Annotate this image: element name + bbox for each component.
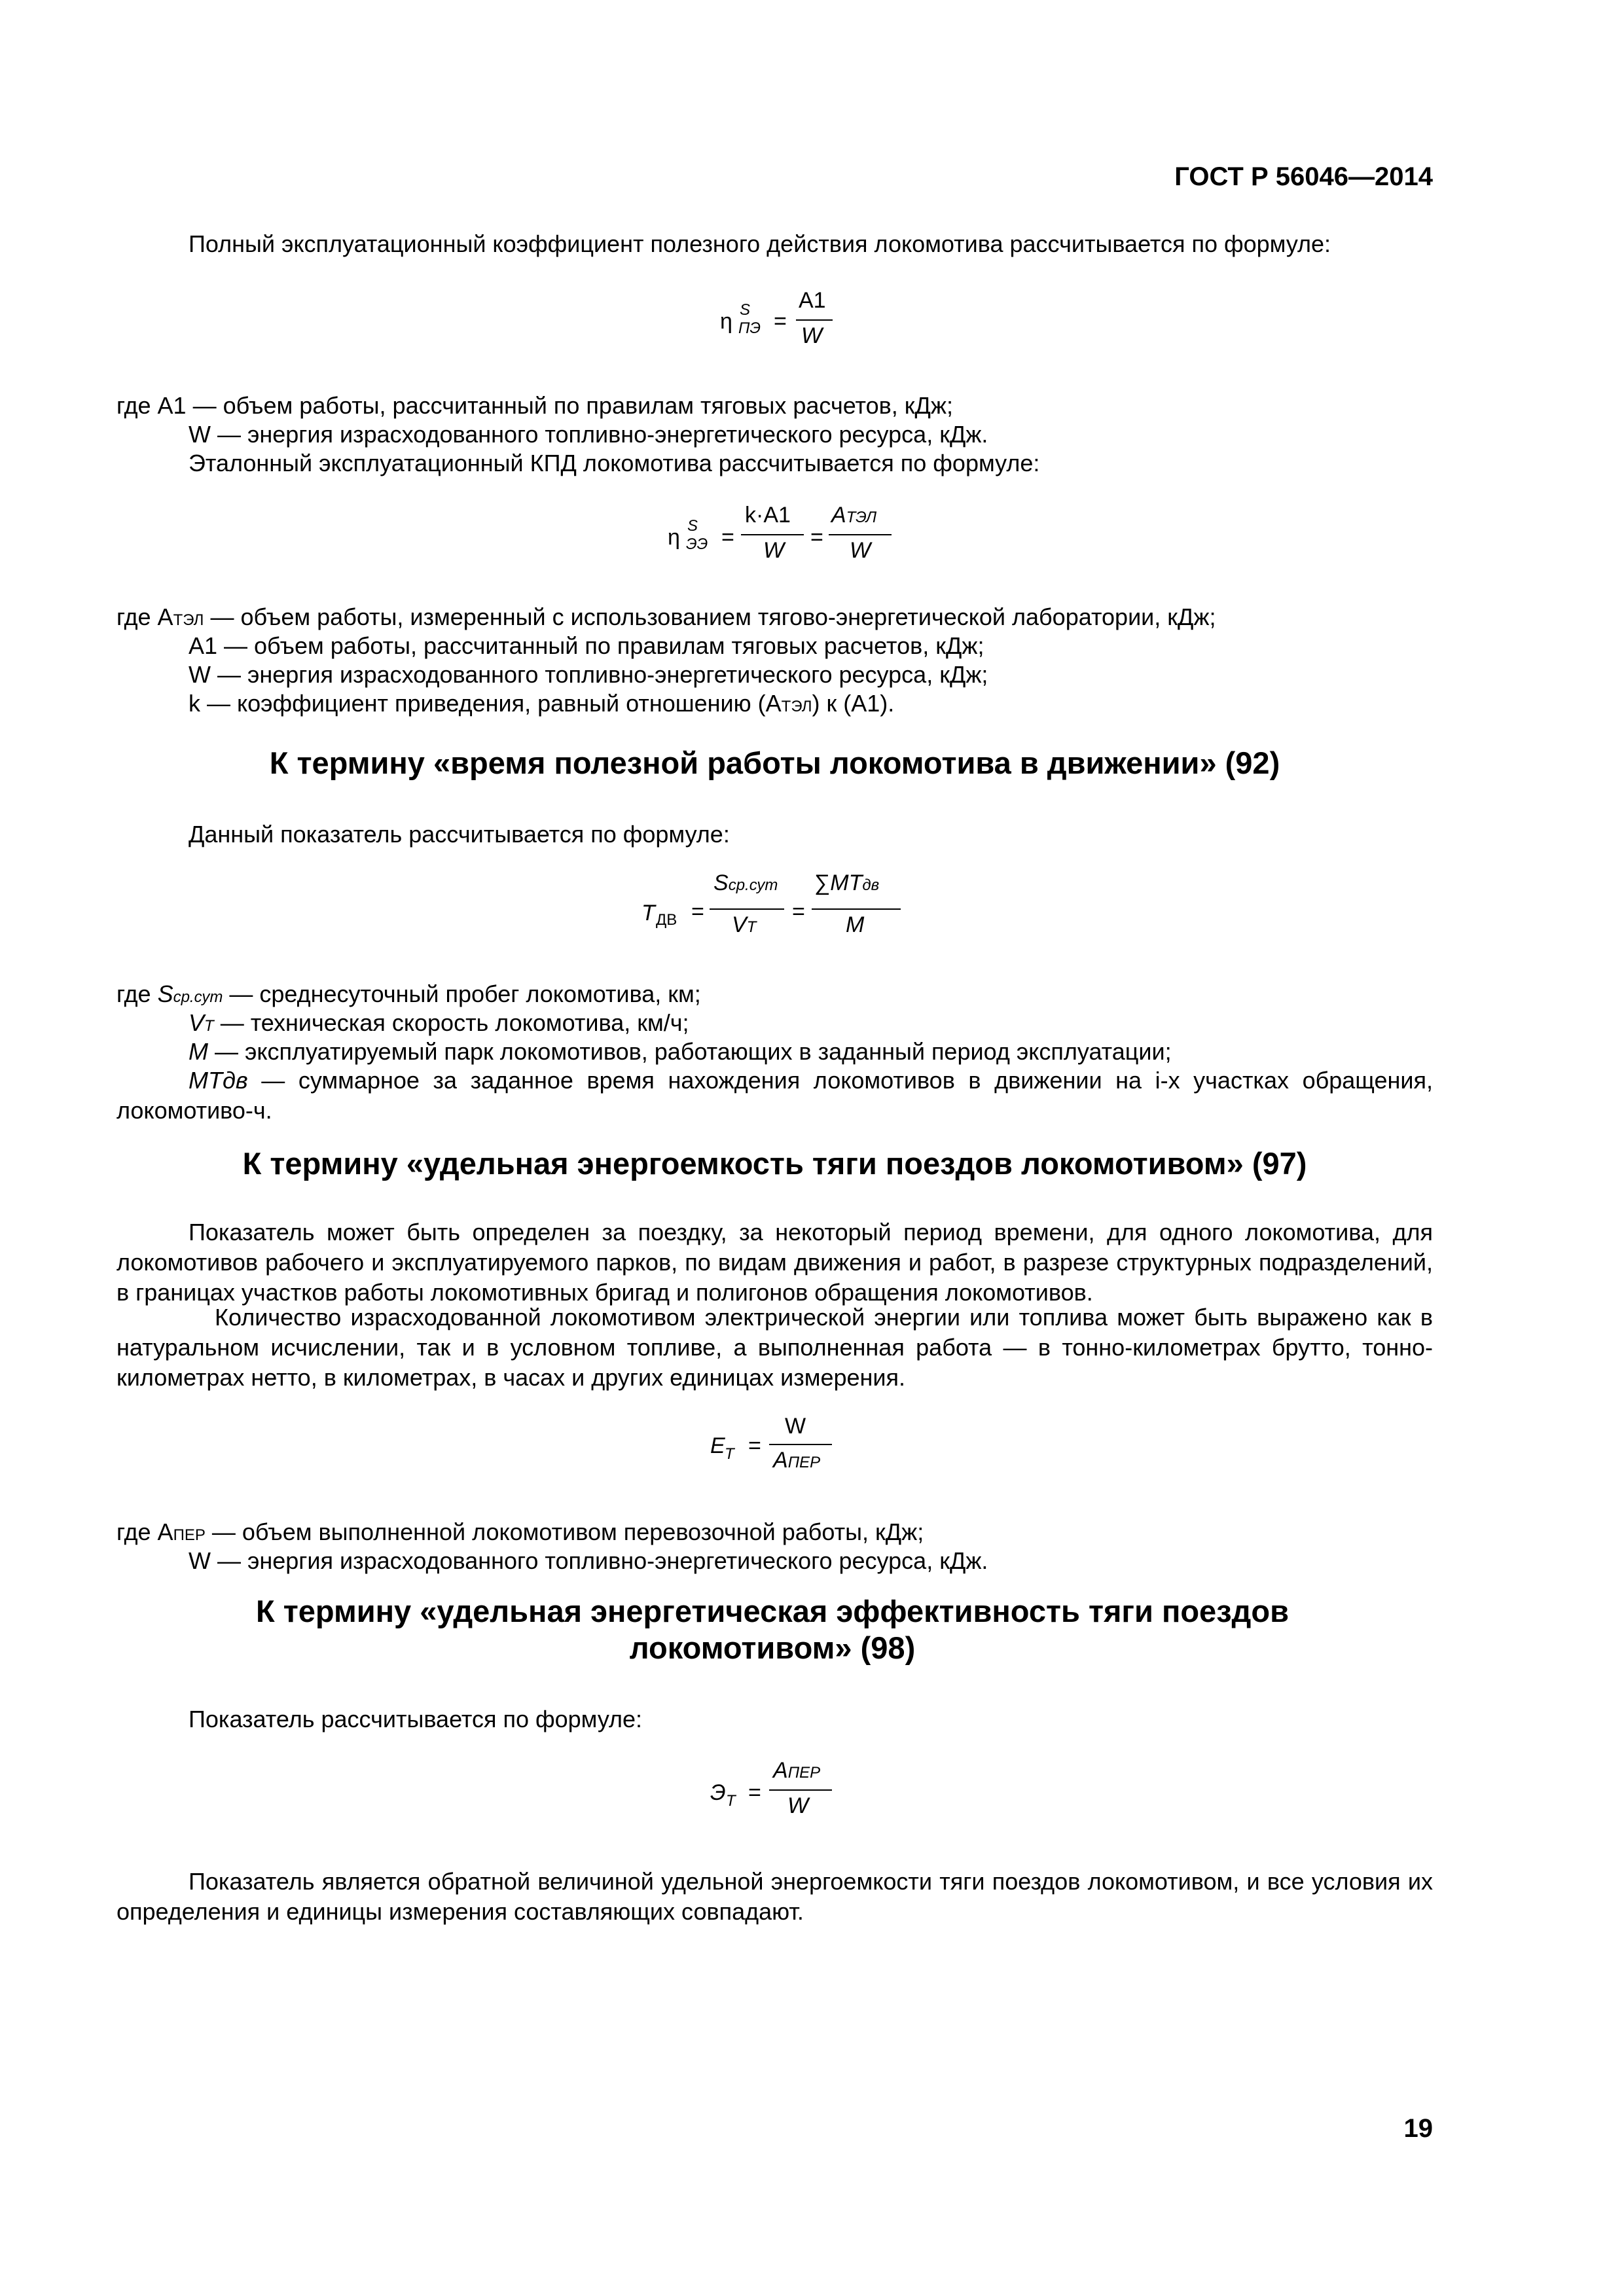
formula-subscript: ПЭ [738,319,761,337]
where-line: MTдв — суммарное за заданное время нахождения локомотивов в движении на i-х участках обращения, локомотиво-ч. [117,1067,1433,1124]
formula-equals: = [748,1780,761,1805]
fraction-bar [796,319,833,321]
paragraph-98: Показатель рассчитывается по формуле: [189,1706,643,1732]
formula-equals: = [748,1433,761,1458]
where-line: где AПЕР — объем выполненной локомотивом перевозочной работы, кДж; [117,1518,924,1545]
paragraph-92: Данный показатель рассчитывается по формуле: [189,821,730,848]
section-heading-98: К термину «удельная энергетическая эффективность тяги поездов локомотивом» (98) [255,1594,1289,1665]
formula-denominator: VT [732,912,757,937]
where-line: A1 — объем работы, рассчитанный по правилам тяговых расчетов, кДж; [189,632,984,659]
fraction-bar [769,1789,832,1791]
formula-equals: = [774,309,787,334]
paragraph-97-a: Показатель может быть определен за поездку, за некоторый период времени, для одного локомотива, для локомотивов рабочего и эксплуатируемого парков, по видам движения и работ, в разрезе структурных подразделений, в границах участков работы локомотивных бригад и полигонов обращения локомотивов. [117,1219,1433,1306]
fraction-bar [741,534,804,535]
formula-subscript: T [726,1792,736,1810]
formula-symbol: Э [710,1780,726,1805]
formula-numerator: k·A1 [745,503,791,528]
formula-energy-efficiency [710,1758,841,1830]
where-line: M — эксплуатируемый парк локомотивов, работающих в заданный период эксплуатации; [189,1038,1172,1065]
where-line: где Sср.сут — среднесуточный пробег локомотива, км; [117,980,701,1007]
formula-subscript: ДВ [656,911,677,929]
formula-numerator: ∑MTдв [814,870,880,895]
where-line: W — энергия израсходованного топливно-энергетического ресурса, кДж; [189,661,988,688]
formula-numerator: AТЭЛ [831,503,877,528]
paragraph-97-b: Количество израсходованной локомотивом электрической энергии или топлива может быть выражено как в натуральном исчислении, так и в условном топливе, а выполненная работа — в тонно-километрах брутто, тонно-километрах нетто, в километрах, в часах и других единицах измерения. [117,1304,1433,1391]
paragraph-reference-efficiency: Эталонный эксплуатационный КПД локомотива рассчитывается по формуле: [189,450,1040,476]
formula-denominator: M [846,912,865,937]
formula-superscript: S [687,517,698,535]
where-line: где A1 — объем работы, рассчитанный по правилам тяговых расчетов, кДж; [117,392,953,419]
fraction-bar [812,908,901,910]
formula-subscript: T [725,1445,734,1463]
where-line: VT — техническая скорость локомотива, км/ч; [189,1009,689,1036]
where-line: где AТЭЛ — объем работы, измеренный с использованием тягово-энергетической лаборатории, кДж; [117,603,1216,630]
formula-symbol: η [720,309,732,334]
formula-numerator: AПЕР [773,1758,821,1783]
formula-numerator: A1 [799,288,826,313]
formula-travel-time [641,870,929,949]
section-heading-97: К термину «удельная энергоемкость тяги поездов локомотивом» (97) [242,1146,1307,1181]
where-line: W — энергия израсходованного топливно-энергетического ресурса, кДж. [189,421,988,448]
formula-denominator: W [801,323,823,348]
paragraph-full-efficiency: Полный эксплуатационный коэффициент полезного действия локомотива рассчитывается по формуле: [189,230,1331,257]
formula-full-efficiency [720,288,838,360]
formula-denominator: W [787,1793,809,1818]
formula-symbol: E [710,1433,725,1458]
formula-denominator: AПЕР [773,1448,821,1473]
formula-denominator: W [763,538,785,563]
formula-equals: = [810,525,823,550]
where-line: k — коэффициент приведения, равный отношению (AТЭЛ) к (A1). [189,690,895,717]
fraction-bar [769,1444,832,1445]
formula-energy-intensity [710,1414,841,1486]
formula-numerator: Sср.сут [713,870,778,895]
formula-equals: = [792,899,805,924]
document-header: ГОСТ Р 56046—2014 [1174,162,1433,191]
formula-symbol: η [668,525,680,550]
formula-equals: = [721,525,734,550]
fraction-bar [710,908,784,910]
formula-symbol: T [641,901,655,925]
formula-numerator: W [785,1414,806,1439]
where-line: W — энергия израсходованного топливно-энергетического ресурса, кДж. [189,1547,988,1574]
formula-reference-efficiency [668,503,890,575]
formula-superscript: S [740,301,751,319]
formula-denominator: W [850,538,871,563]
page-number: 19 [1403,2114,1433,2143]
formula-equals: = [691,899,704,924]
fraction-bar [829,534,892,535]
formula-subscript: ЭЭ [686,535,708,553]
section-heading-92: К термину «время полезной работы локомотива в движении» (92) [269,745,1280,780]
paragraph-98-b: Показатель является обратной величиной удельной энергоемкости тяги поездов локомотивом, и все условия их определения и единицы измерения составляющих совпадают. [117,1868,1433,1925]
